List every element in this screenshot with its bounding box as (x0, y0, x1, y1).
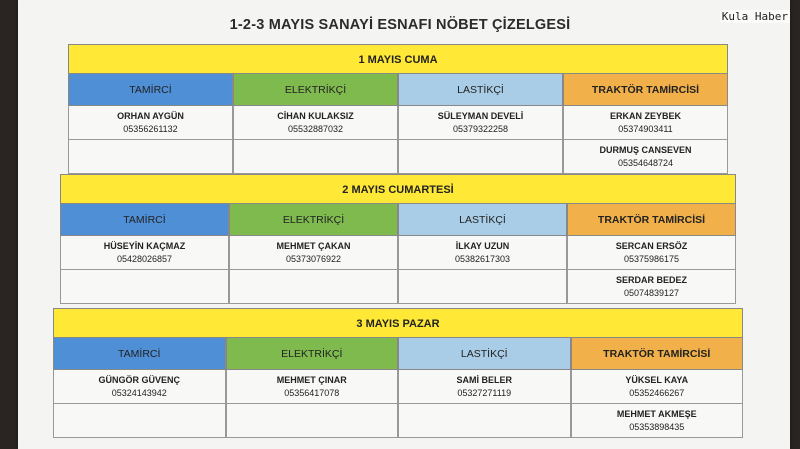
page-title: 1-2-3 MAYIS SANAYİ ESNAFI NÖBET ÇİZELGESİ (229, 17, 571, 33)
day-section (68, 44, 728, 174)
duty-name: ORHAN AYGÜN (117, 110, 184, 121)
duty-cell (398, 106, 563, 140)
duty-name: SAMİ BELER (456, 374, 512, 385)
duty-phone: 05532887032 (287, 123, 344, 134)
duty-phone: 05428026857 (116, 253, 173, 264)
day-section (53, 308, 743, 438)
duty-phone: 05379322258 (452, 123, 509, 134)
duty-cell (53, 370, 226, 404)
duty-phone: 05354648724 (617, 157, 674, 168)
day-section (60, 174, 736, 304)
duty-phone: 05074839127 (623, 287, 680, 298)
column-header-tamirci: TAMİRCİ (53, 338, 226, 370)
duty-cell (229, 236, 398, 270)
empty-cell (68, 140, 233, 174)
column-header-elektrikci: ELEKTRİKÇİ (233, 74, 398, 106)
day-header: 3 MAYIS PAZAR (53, 308, 743, 338)
empty-cell (398, 404, 571, 438)
watermark: Kula Haber (721, 10, 788, 23)
duty-name: MEHMET ÇINAR (276, 374, 347, 385)
duty-cell (398, 370, 571, 404)
duty-name: ERKAN ZEYBEK (609, 110, 681, 121)
duty-phone: 05324143942 (111, 387, 167, 398)
duty-name: MEHMET ÇAKAN (276, 240, 351, 251)
column-header-lastikci: LASTİKÇİ (398, 338, 571, 370)
column-header-traktor-tamircisi: TRAKTÖR TAMİRCİSİ (567, 204, 736, 236)
duty-cell (68, 106, 233, 140)
duty-cell (60, 236, 229, 270)
duty-phone: 05327271119 (457, 387, 512, 398)
day-header: 2 MAYIS CUMARTESİ (60, 174, 736, 204)
duty-name: MEHMET AKMEŞE (616, 408, 697, 419)
duty-name: HÜSEYİN KAÇMAZ (103, 240, 186, 251)
duty-phone: 05352466267 (629, 387, 685, 398)
empty-cell (226, 404, 399, 438)
duty-name: GÜNGÖR GÜVENÇ (98, 374, 180, 385)
empty-cell (398, 140, 563, 174)
duty-cell (398, 236, 567, 270)
column-header-lastikci: LASTİKÇİ (398, 74, 563, 106)
duty-phone: 05382617303 (454, 253, 511, 264)
duty-phone: 05356417078 (284, 387, 340, 398)
duty-name: DURMUŞ CANSEVEN (599, 144, 692, 155)
duty-phone: 05374903411 (618, 123, 673, 134)
duty-phone: 05375986175 (623, 253, 680, 264)
duty-phone: 05356261132 (123, 123, 178, 134)
duty-name: CİHAN KULAKSIZ (277, 110, 354, 121)
empty-cell (53, 404, 226, 438)
column-header-elektrikci: ELEKTRİKÇİ (226, 338, 399, 370)
column-header-traktor-tamircisi: TRAKTÖR TAMİRCİSİ (563, 74, 728, 106)
duty-phone: 05373076922 (285, 253, 342, 264)
duty-name: SERCAN ERSÖZ (615, 240, 688, 251)
column-header-lastikci: LASTİKÇİ (398, 204, 567, 236)
day-header: 1 MAYIS CUMA (68, 44, 728, 74)
duty-phone: 05353898435 (629, 421, 685, 432)
column-header-tamirci: TAMİRCİ (68, 74, 233, 106)
empty-cell (229, 270, 398, 304)
duty-cell (567, 270, 736, 304)
duty-cell (567, 236, 736, 270)
column-header-traktor-tamircisi: TRAKTÖR TAMİRCİSİ (571, 338, 744, 370)
duty-cell (563, 106, 728, 140)
empty-cell (233, 140, 398, 174)
duty-name: İLKAY UZUN (455, 240, 510, 251)
column-header-elektrikci: ELEKTRİKÇİ (229, 204, 398, 236)
duty-cell (571, 370, 744, 404)
duty-cell (563, 140, 728, 174)
duty-name: YÜKSEL KAYA (625, 374, 689, 385)
duty-cell (226, 370, 399, 404)
duty-cell (571, 404, 744, 438)
duty-cell (233, 106, 398, 140)
column-header-tamirci: TAMİRCİ (60, 204, 229, 236)
duty-name: SERDAR BEDEZ (615, 274, 687, 285)
empty-cell (60, 270, 229, 304)
empty-cell (398, 270, 567, 304)
duty-name: SÜLEYMAN DEVELİ (437, 110, 524, 121)
